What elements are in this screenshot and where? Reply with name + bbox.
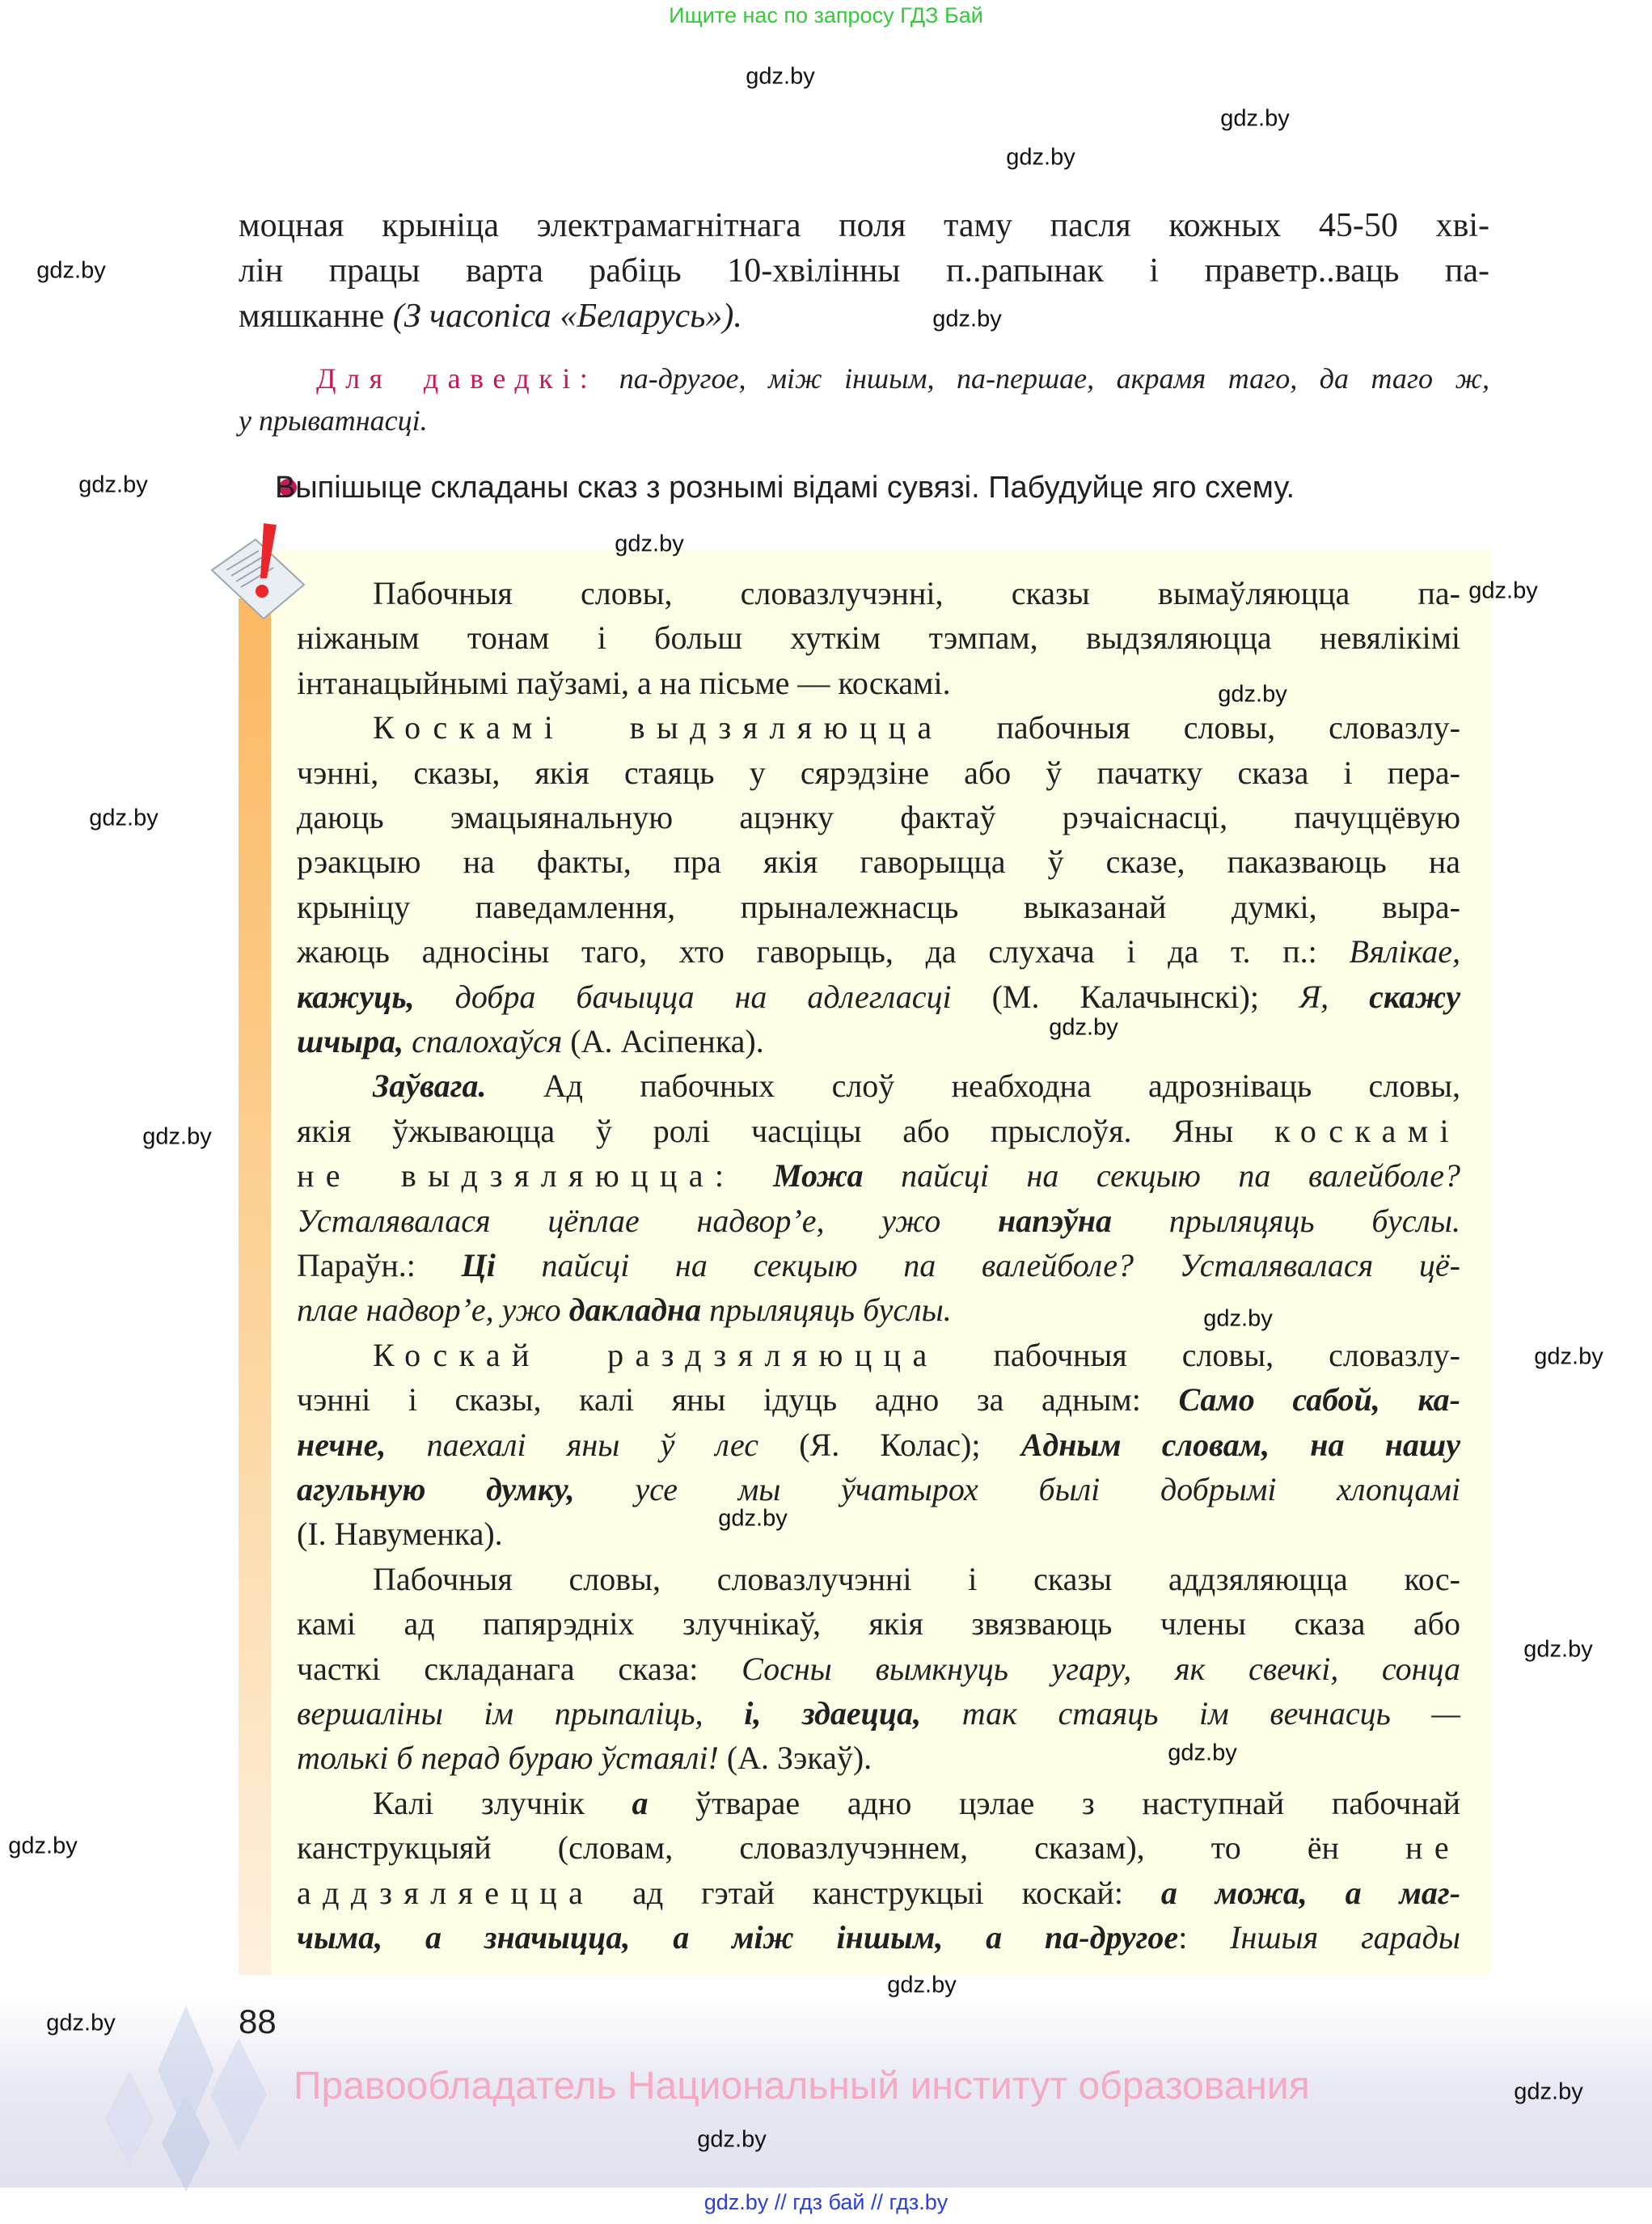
- reference-words: па-другое, між іншым, па-першае, акрамя таго, да таго ж,: [597, 362, 1490, 395]
- bold-example: нечне,: [297, 1426, 387, 1463]
- text-line: [297, 1784, 1460, 1821]
- page-number: 88: [239, 2002, 277, 2040]
- spaced-emphasis: не выдзяляюцца:: [297, 1157, 736, 1194]
- text-line: [297, 577, 1460, 610]
- italic-example: Сосны вымкнуць угару, як свечкі, сонца: [741, 1650, 1461, 1687]
- watermark: gdz.by: [1220, 105, 1290, 132]
- text-segment: пабочныя словы, словазлу-: [938, 1336, 1460, 1373]
- text-segment: Пабочныя словы, словазлучэнні, сказы вымаўляюцца па-: [373, 575, 1460, 611]
- italic-example: (З часопіса «Беларусь»).: [392, 298, 742, 335]
- italic-example: плае надвор’е, ужо: [297, 1292, 569, 1329]
- bold-example: скажу: [1369, 978, 1460, 1015]
- spaced-emphasis: Коскай раздзяляюцца: [373, 1336, 939, 1373]
- text-line: [297, 1516, 1460, 1553]
- bold-example: чыма, а значыцца, а між іншым, а па-другое: [297, 1919, 1179, 1956]
- watermark: gdz.by: [746, 63, 815, 90]
- bold-example: шчыра,: [297, 1023, 404, 1059]
- text-line: [297, 888, 1460, 925]
- text-line: [297, 1605, 1460, 1643]
- bold-example: а: [632, 1784, 649, 1821]
- text-line: [297, 1919, 1460, 1956]
- watermark: gdz.by: [615, 531, 684, 557]
- watermark: gdz.by: [1523, 1636, 1593, 1663]
- bold-example: Заўвага.: [373, 1068, 487, 1105]
- text-line: [297, 801, 1460, 834]
- italic-example: Я,: [1299, 978, 1370, 1015]
- text-line: [297, 754, 1460, 791]
- italic-example: спалохаўся: [403, 1023, 571, 1059]
- italic-example: добра бачыцца на адлегласці: [414, 978, 992, 1015]
- watermark: gdz.by: [1468, 577, 1538, 604]
- text-line: [297, 1695, 1460, 1731]
- text-segment: крыніцу паведамлення, прыналежнасць выказанай думкі, выра-: [297, 888, 1460, 925]
- watermark: gdz.by: [142, 1123, 212, 1150]
- bold-example: агульную думку,: [297, 1471, 575, 1507]
- bold-example: Можа: [772, 1157, 864, 1194]
- text-line: [297, 1650, 1461, 1687]
- text-line: [297, 1336, 1460, 1373]
- text-segment: чэнні, сказы, якія стаяць у сярэдзіне або ў пачатку сказа і пера-: [297, 754, 1460, 791]
- watermark: gdz.by: [1203, 1305, 1273, 1332]
- copyright-text: Правообладатель Национальный институт образования: [294, 2065, 1310, 2108]
- text-line: [297, 1381, 1460, 1419]
- text-segment: жаюць адносіны таго, хто гаворыць, да слухача і да т. п.:: [297, 933, 1350, 970]
- watermark: gdz.by: [1514, 2078, 1583, 2105]
- text-line: [297, 1560, 1460, 1597]
- watermark: gdz.by: [1218, 681, 1287, 708]
- text-segment: (А. Зэкаў).: [726, 1740, 872, 1777]
- bold-example: Само сабой, ка-: [1178, 1381, 1460, 1419]
- bottom-links[interactable]: gdz.by // гдз бай // гдз.by: [703, 2190, 949, 2214]
- text-segment: канструкцыяй (словам, словазлучэннем, сказам), то ён: [297, 1829, 1406, 1867]
- text-segment: даюць эмацыянальную ацэнку фактаў рэчаіснасці, пачуццёвую: [297, 799, 1460, 835]
- text-line: [297, 978, 1460, 1015]
- text-line: [297, 1157, 1461, 1194]
- text-line: [297, 1292, 1460, 1329]
- text-segment: ад гэтай канструкцыі коскай:: [594, 1874, 1161, 1911]
- italic-example: пайсці на секцыю па валейболе? Усталявалася цё-: [495, 1247, 1460, 1283]
- text-segment: камі ад папярэдніх злучнікаў, якія звязваюць члены сказа або: [297, 1605, 1460, 1643]
- text-segment: (А. Асіпенка).: [570, 1023, 764, 1059]
- italic-example: так стаяць ім вечнасць —: [921, 1695, 1460, 1731]
- text-segment: (Я. Колас);: [799, 1426, 1021, 1463]
- text-line: [297, 1112, 1460, 1149]
- watermark: gdz.by: [36, 257, 106, 284]
- bold-example: напэўна: [997, 1202, 1112, 1239]
- text-segment: Калі злучнік: [373, 1784, 632, 1821]
- italic-example: Вялікае,: [1349, 933, 1460, 970]
- text-line: [239, 299, 1489, 333]
- text-segment: якія ўжываюцца ў ролі часціцы або прыслоўя. Яны: [297, 1112, 1275, 1149]
- text-segment: ніжаным тонам і больш хуткім тэмпам, выдзяляюцца невялікімі: [297, 619, 1460, 657]
- watermark: gdz.by: [46, 2010, 116, 2036]
- spaced-emphasis: Коскамі выдзяляюцца: [373, 709, 944, 746]
- watermark: gdz.by: [1006, 144, 1075, 171]
- watermark: gdz.by: [1534, 1343, 1603, 1370]
- watermark: gdz.by: [718, 1505, 788, 1532]
- rule-box-strip: [239, 598, 271, 1975]
- bold-example: Адным словам, на нашу: [1020, 1426, 1460, 1463]
- text-line: [297, 933, 1460, 970]
- bold-example: і, здаецца,: [744, 1695, 922, 1731]
- watermark: gdz.by: [89, 805, 158, 831]
- italic-example: пайсці на секцыю па валейболе?: [863, 1157, 1461, 1194]
- text-segment: [735, 1157, 773, 1194]
- bold-example: Ці: [461, 1247, 496, 1283]
- bold-example: а можа, а маг-: [1160, 1874, 1461, 1911]
- text-segment: моцная крыніца электрамагнітнага поля таму пасля кожных 45-50 хві-: [239, 207, 1489, 244]
- text-segment: (М. Калачынскі);: [991, 978, 1299, 1015]
- bold-example: дакладна: [568, 1292, 702, 1329]
- text-segment: Пабочныя словы, словазлучэнні і сказы аддзяляюцца кос-: [373, 1560, 1460, 1597]
- text-segment: чэнні і сказы, калі яны ідуць адно за адным:: [297, 1381, 1179, 1419]
- search-banner[interactable]: Ищите нас по запросу ГДЗ Бай: [669, 3, 983, 27]
- reference-label: Для даведкі:: [316, 362, 598, 395]
- reference-line: [239, 364, 1489, 393]
- text-line: [297, 1426, 1460, 1463]
- watermark: gdz.by: [697, 2126, 767, 2153]
- text-line: [297, 1025, 1460, 1058]
- text-segment: рэакцыю на факты, пра якія гаворыцца ў сказе, паказваюць на: [297, 844, 1460, 881]
- text-line: [297, 1202, 1460, 1239]
- text-line: [239, 209, 1489, 243]
- italic-example: толькі б перад бураю ўстаялі!: [297, 1740, 727, 1777]
- italic-example: прыляцяць буслы.: [1111, 1202, 1460, 1239]
- text-segment: лін працы варта рабіць 10-хвілінны п..рапынак і праветр..ваць па-: [239, 252, 1489, 290]
- reference-line: у прыватнасці.: [239, 404, 428, 437]
- text-line: [297, 844, 1460, 881]
- watermark: gdz.by: [8, 1833, 78, 1859]
- spaced-emphasis: аддзяляецца: [297, 1874, 595, 1911]
- bold-example: кажуць,: [297, 978, 415, 1015]
- text-segment: Параўн.:: [297, 1247, 462, 1283]
- italic-example: прыляцяць буслы.: [701, 1292, 952, 1329]
- text-segment: інтанацыйнымі паўзамі, а на пісьме — коскамі.: [297, 664, 951, 701]
- text-segment: (І. Навуменка).: [297, 1516, 503, 1553]
- spaced-emphasis: коскамі: [1274, 1112, 1460, 1149]
- italic-example: усе мы ўчатырох былі добрымі хлопцамі: [574, 1471, 1460, 1507]
- watermark: gdz.by: [932, 306, 1002, 332]
- text-line: [297, 1249, 1460, 1282]
- italic-example: паехалі яны ў лес: [386, 1426, 800, 1463]
- text-line: [297, 709, 1460, 746]
- watermark: gdz.by: [78, 471, 148, 498]
- watermark: gdz.by: [887, 1972, 957, 1998]
- text-line: [239, 254, 1489, 288]
- text-line: [297, 1829, 1460, 1867]
- spaced-emphasis: не: [1405, 1829, 1460, 1867]
- watermark: gdz.by: [1049, 1014, 1118, 1041]
- text-segment: ўтварае адно цэлае з наступнай пабочнай: [648, 1784, 1460, 1821]
- text-line: [297, 1740, 1460, 1777]
- task-text: Выпішыце складаны сказ з рознымі відамі сувязі. Пабудуйце яго схему.: [275, 471, 1295, 505]
- watermark: gdz.by: [1168, 1740, 1237, 1766]
- text-line: [297, 1874, 1461, 1911]
- text-line: [297, 1471, 1460, 1507]
- italic-example: Іншыя гарады: [1230, 1919, 1460, 1956]
- text-segment: пабочныя словы, словазлу-: [943, 709, 1460, 746]
- italic-example: вершаліны ім прыпаліць,: [297, 1695, 745, 1731]
- text-segment: часткі складанага сказа:: [297, 1650, 742, 1687]
- text-line: [297, 1068, 1460, 1105]
- italic-example: Усталявалася цёплае надвор’е, ужо: [297, 1202, 998, 1239]
- text-line: [297, 619, 1460, 657]
- text-segment: мяшканне: [239, 298, 393, 335]
- text-segment: Ад пабочных слоў неабходна адрозніваць словы,: [486, 1068, 1460, 1105]
- text-segment: :: [1178, 1919, 1231, 1956]
